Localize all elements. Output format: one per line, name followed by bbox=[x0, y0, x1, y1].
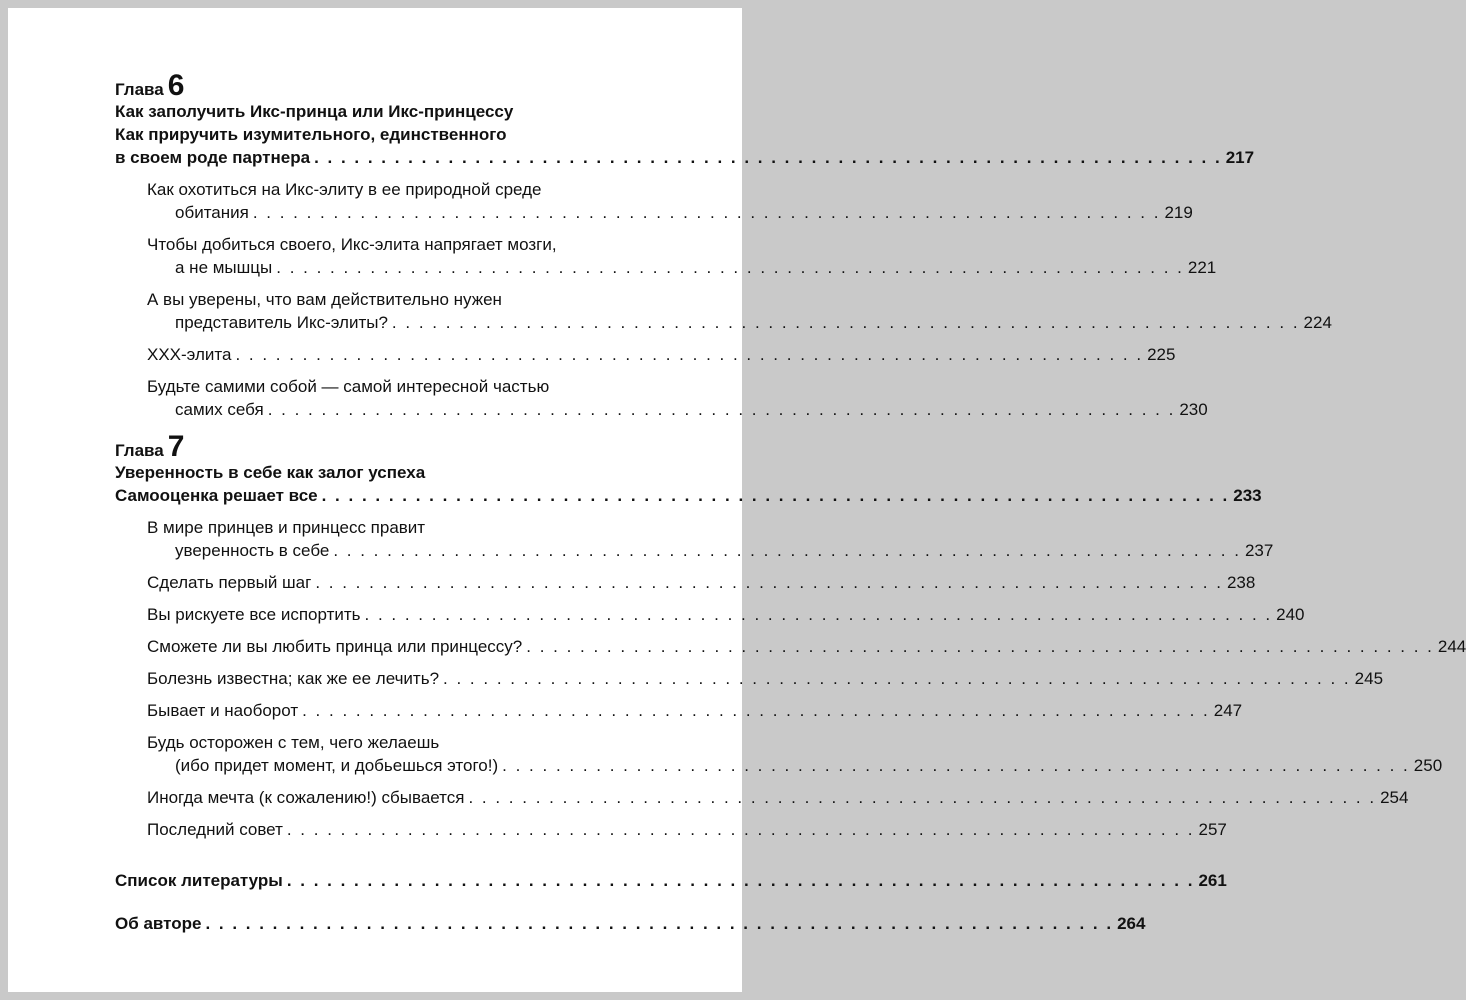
dot-leader: . . . . . . . . . . . . . . . . . . . . . . . . . . . . . . . . . . . . . . . . . . . . . . . . . . . . . . . . . . . . . . . . . . . . bbox=[267, 400, 1176, 419]
toc-entry-text: а не мышцы bbox=[175, 258, 273, 277]
dot-leader: . . . . . . . . . . . . . . . . . . . . . . . . . . . . . . . . . . . . . . . . . . . . . . . . . . . . . . . . . . . . . . . . . . . . bbox=[286, 820, 1195, 839]
toc-entry-line bbox=[147, 754, 1443, 777]
toc-entry-line bbox=[147, 699, 1243, 722]
toc-entry-line bbox=[147, 311, 1332, 334]
page-number: 247 bbox=[1213, 701, 1243, 720]
toc-subitem[interactable] bbox=[115, 516, 1274, 562]
toc-subitem[interactable] bbox=[115, 699, 1243, 722]
dot-leader: . . . . . . . . . . . . . . . . . . . . . . . . . . . . . . . . . . . . . . . . . . . . . . . . . . . . . . . . . . . . . . . . . . . . bbox=[286, 871, 1195, 890]
chapter-number: 6 bbox=[167, 69, 185, 102]
toc-entry-line bbox=[147, 818, 1227, 841]
toc-entry-text: Последний совет bbox=[147, 820, 283, 839]
toc-subitem[interactable] bbox=[115, 667, 1384, 690]
toc-entry-text: уверенность в себе bbox=[175, 541, 330, 560]
toc-entry-text: Чтобы добиться своего, Икс-элита напрягает мозги, bbox=[147, 235, 557, 254]
toc-entry-line bbox=[147, 635, 1466, 658]
toc-entry-text: обитания bbox=[175, 203, 249, 222]
toc-entry-line bbox=[147, 571, 1256, 594]
toc-subitem[interactable] bbox=[115, 375, 1208, 421]
page-number: 264 bbox=[1117, 914, 1146, 933]
page-number: 230 bbox=[1179, 400, 1208, 419]
toc-entry-text: Иногда мечта (к сожалению!) сбывается bbox=[147, 788, 465, 807]
toc-entry-text: Список литературы bbox=[115, 871, 283, 890]
dot-leader: . . . . . . . . . . . . . . . . . . . . . . . . . . . . . . . . . . . . . . . . . . . . . . . . . . . . . . . . . . . . . . . . . . . . bbox=[276, 258, 1184, 277]
toc-entry-text: Сделать первый шаг bbox=[147, 573, 312, 592]
toc-entry-line bbox=[147, 786, 1409, 809]
toc-subitem[interactable] bbox=[115, 818, 1227, 841]
dot-leader: . . . . . . . . . . . . . . . . . . . . . . . . . . . . . . . . . . . . . . . . . . . . . . . . . . . . . . . . . . . . . . . . . . . . bbox=[468, 788, 1377, 807]
toc-entry-line bbox=[147, 256, 1217, 279]
toc-subitem[interactable] bbox=[115, 343, 1176, 366]
chapter-6-section-entry[interactable] bbox=[115, 146, 1255, 169]
chapter-6-section-line1: Как приручить изумительного, единственного bbox=[115, 125, 507, 144]
page-number: 250 bbox=[1413, 756, 1443, 775]
dot-leader: . . . . . . . . . . . . . . . . . . . . . . . . . . . . . . . . . . . . . . . . . . . . . . . . . . . . . . . . . . . . . . . . . . . . bbox=[333, 541, 1241, 560]
chapter-7-section-entry[interactable] bbox=[115, 484, 1262, 507]
page-number: 261 bbox=[1198, 871, 1227, 890]
page-number: 257 bbox=[1198, 820, 1227, 839]
toc-subitem[interactable] bbox=[115, 571, 1256, 594]
toc-entry-line bbox=[147, 398, 1208, 421]
toc-entry-text: Самооценка решает все bbox=[115, 486, 318, 505]
toc-entry-line bbox=[147, 667, 1384, 690]
toc-entry-text: А вы уверены, что вам действительно нужен bbox=[147, 290, 502, 309]
toc-subitem[interactable] bbox=[115, 233, 1217, 279]
chapter-label: Глава bbox=[115, 441, 164, 460]
toc-entry-text: Как охотиться на Икс-элиту в ее природной среде bbox=[147, 180, 542, 199]
toc-entry-text: Бывает и наоборот bbox=[147, 701, 299, 720]
dot-leader: . . . . . . . . . . . . . . . . . . . . . . . . . . . . . . . . . . . . . . . . . . . . . . . . . . . . . . . . . . . . . . . . . . . . bbox=[526, 637, 1434, 656]
about-author-entry[interactable] bbox=[115, 912, 1146, 935]
page-number: 244 bbox=[1437, 637, 1466, 656]
dot-leader: . . . . . . . . . . . . . . . . . . . . . . . . . . . . . . . . . . . . . . . . . . . . . . . . . . . . . . . . . . . . . . . . . . . . bbox=[391, 313, 1300, 332]
toc-entry-text: самих себя bbox=[175, 400, 264, 419]
toc-entry-line bbox=[147, 539, 1274, 562]
toc-subitem[interactable] bbox=[115, 731, 1443, 777]
dot-leader: . . . . . . . . . . . . . . . . . . . . . . . . . . . . . . . . . . . . . . . . . . . . . . . . . . . . . . . . . . . . . . . . . . . . bbox=[502, 756, 1410, 775]
chapter-label: Глава bbox=[115, 80, 164, 99]
page-number: 221 bbox=[1187, 258, 1217, 277]
toc-entry-text: Будь осторожен с тем, чего желаешь bbox=[147, 733, 440, 752]
chapter-6-title: Как заполучить Икс-принца или Икс-принцессу bbox=[115, 102, 514, 121]
dot-leader: . . . . . . . . . . . . . . . . . . . . . . . . . . . . . . . . . . . . . . . . . . . . . . . . . . . . . . . . . . . . . . . . . . . . bbox=[321, 486, 1230, 505]
toc-entry-line bbox=[147, 343, 1176, 366]
toc-entry-text: Сможете ли вы любить принца или принцессу? bbox=[147, 637, 523, 656]
toc-subitem[interactable] bbox=[115, 786, 1409, 809]
page-number: 219 bbox=[1164, 203, 1193, 222]
toc-subitem[interactable] bbox=[115, 635, 1466, 658]
dot-leader: . . . . . . . . . . . . . . . . . . . . . . . . . . . . . . . . . . . . . . . . . . . . . . . . . . . . . . . . . . . . . . . . . . . . bbox=[443, 669, 1351, 688]
toc-subitem[interactable] bbox=[115, 178, 1193, 224]
dot-leader: . . . . . . . . . . . . . . . . . . . . . . . . . . . . . . . . . . . . . . . . . . . . . . . . . . . . . . . . . . . . . . . . . . . . bbox=[205, 914, 1114, 933]
toc-entry-text: Болезнь известна; как же ее лечить? bbox=[147, 669, 440, 688]
bibliography-entry[interactable] bbox=[115, 869, 1227, 892]
page-number: 237 bbox=[1244, 541, 1274, 560]
toc-entry-line bbox=[147, 201, 1193, 224]
dot-leader: . . . . . . . . . . . . . . . . . . . . . . . . . . . . . . . . . . . . . . . . . . . . . . . . . . . . . . . . . . . . . . . . . . . . bbox=[302, 701, 1210, 720]
dot-leader: . . . . . . . . . . . . . . . . . . . . . . . . . . . . . . . . . . . . . . . . . . . . . . . . . . . . . . . . . . . . . . . . . . . . bbox=[314, 148, 1222, 167]
table-of-contents bbox=[115, 69, 1466, 935]
book-page bbox=[8, 8, 1466, 992]
page-number: 233 bbox=[1233, 486, 1262, 505]
chapter-7-heading bbox=[115, 430, 640, 463]
toc-entry-text: XXX-элита bbox=[147, 345, 232, 364]
dot-leader: . . . . . . . . . . . . . . . . . . . . . . . . . . . . . . . . . . . . . . . . . . . . . . . . . . . . . . . . . . . . . . . . . . . . bbox=[364, 605, 1273, 624]
page-number: 224 bbox=[1303, 313, 1332, 332]
page-number: 238 bbox=[1226, 573, 1256, 592]
page-number: 245 bbox=[1354, 669, 1384, 688]
dot-leader: . . . . . . . . . . . . . . . . . . . . . . . . . . . . . . . . . . . . . . . . . . . . . . . . . . . . . . . . . . . . . . . . . . . . bbox=[315, 573, 1223, 592]
toc-entry-line bbox=[147, 603, 1305, 626]
page-number: 240 bbox=[1276, 605, 1305, 624]
page-number: 254 bbox=[1380, 788, 1409, 807]
toc-entry-text: Вы рискуете все испортить bbox=[147, 605, 361, 624]
chapter-6-heading bbox=[115, 69, 640, 102]
dot-leader: . . . . . . . . . . . . . . . . . . . . . . . . . . . . . . . . . . . . . . . . . . . . . . . . . . . . . . . . . . . . . . . . . . . . bbox=[235, 345, 1144, 364]
toc-entry-text: представитель Икс-элиты? bbox=[175, 313, 388, 332]
page-number: 217 bbox=[1225, 148, 1255, 167]
toc-subitem[interactable] bbox=[115, 288, 1332, 334]
toc-entry-text: В мире принцев и принцесс правит bbox=[147, 518, 426, 537]
chapter-number: 7 bbox=[167, 430, 185, 463]
toc-entry-text: Об авторе bbox=[115, 914, 202, 933]
dot-leader: . . . . . . . . . . . . . . . . . . . . . . . . . . . . . . . . . . . . . . . . . . . . . . . . . . . . . . . . . . . . . . . . . . . . bbox=[252, 203, 1161, 222]
toc-entry-text: Будьте самими собой — самой интересной частью bbox=[147, 377, 550, 396]
page-number: 225 bbox=[1147, 345, 1176, 364]
toc-entry-text: в своем роде партнера bbox=[115, 148, 311, 167]
chapter-7-title: Уверенность в себе как залог успеха bbox=[115, 463, 426, 482]
toc-entry-text: (ибо придет момент, и добьешься этого!) bbox=[175, 756, 499, 775]
toc-subitem[interactable] bbox=[115, 603, 1305, 626]
